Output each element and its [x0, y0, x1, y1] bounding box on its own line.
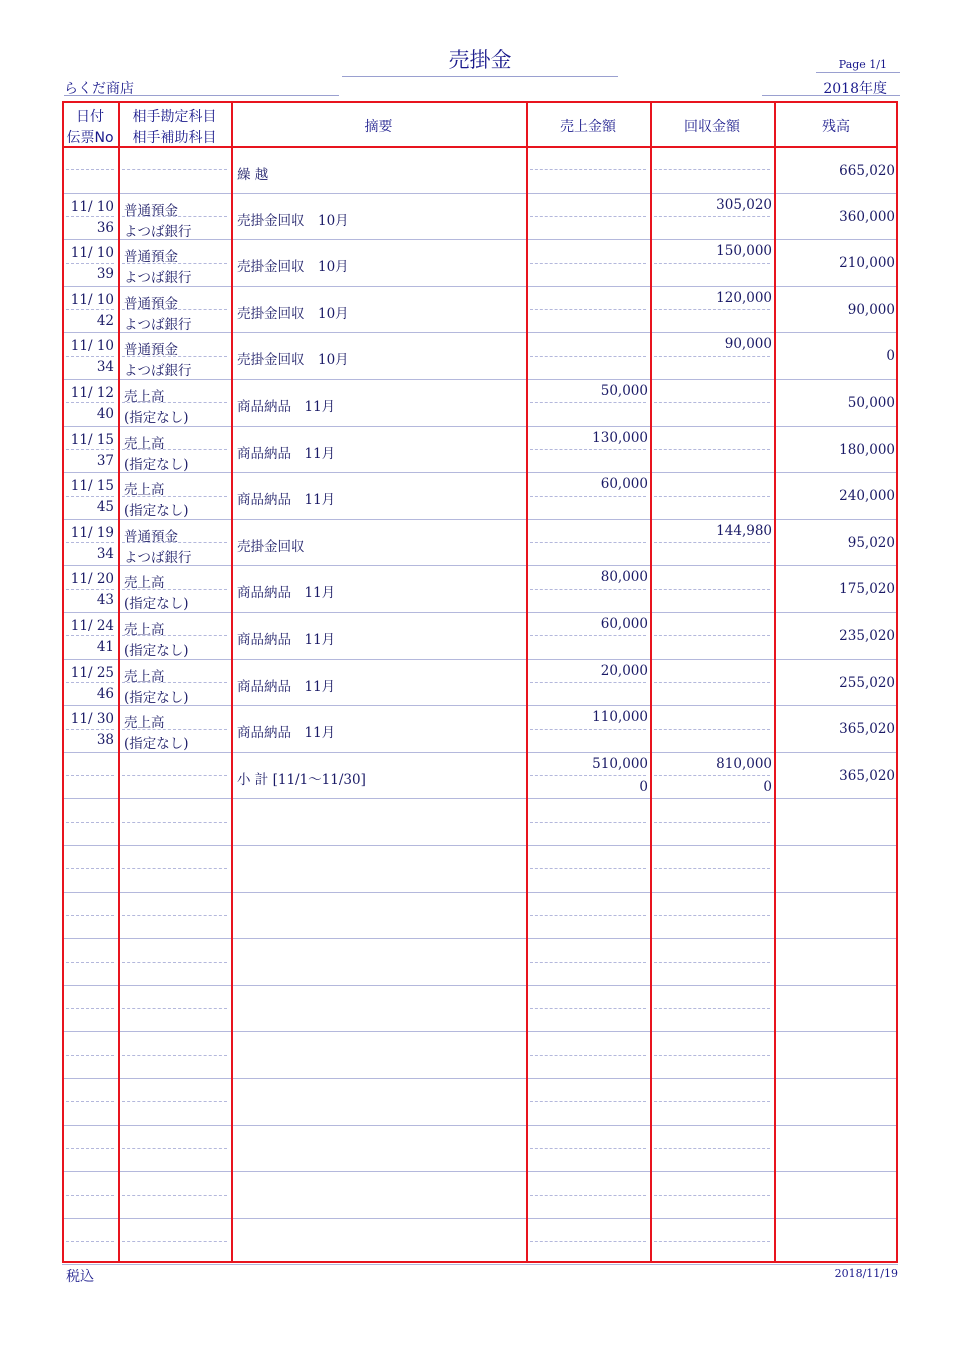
dashed-guide [66, 169, 114, 170]
row-divider [62, 1264, 898, 1265]
row-sales: 60,000 [600, 616, 648, 632]
row-account: 売上高 [124, 668, 165, 685]
ledger-title: 売掛金 [342, 44, 618, 77]
divider [64, 95, 339, 96]
row-date: 11/ 25 [70, 664, 114, 681]
column-divider [231, 101, 233, 1263]
dashed-guide [530, 449, 646, 450]
dashed-guide [530, 402, 646, 403]
row-sub-account: (指定なし) [124, 456, 189, 473]
subtotal-sales-2: 0 [639, 779, 648, 795]
row-date: 11/ 19 [70, 524, 114, 541]
row-divider [62, 193, 898, 194]
row-sub-account: (指定なし) [124, 410, 189, 426]
row-divider [62, 1078, 898, 1079]
row-balance: 95,020 [847, 534, 895, 551]
dashed-guide [122, 169, 227, 170]
row-divider [62, 938, 898, 939]
row-balance: 360,000 [839, 208, 895, 225]
dashed-guide [654, 1195, 770, 1196]
row-slip-no: 41 [96, 639, 114, 655]
header-slip-no: 伝票No [66, 130, 114, 146]
row-account: 売上高 [124, 435, 165, 452]
column-divider [526, 101, 528, 1263]
row-balance: 175,020 [839, 581, 895, 598]
row-slip-no: 34 [96, 359, 114, 376]
dashed-guide [654, 682, 770, 683]
row-collected: 150,000 [716, 243, 772, 260]
row-sub-account: よつば銀行 [124, 270, 192, 287]
row-divider [62, 892, 898, 893]
carry-over-label: 繰 越 [237, 167, 269, 183]
row-slip-no: 40 [96, 406, 114, 422]
shop-name: らくだ商店 [64, 81, 134, 97]
row-description: 商品納品 11月 [237, 725, 336, 742]
dashed-guide [654, 496, 770, 497]
subtotal-label: 小 計 [11/1～11/30] [237, 772, 366, 788]
row-slip-no: 38 [96, 732, 114, 749]
row-description: 売掛金回収 10月 [237, 212, 349, 229]
column-divider [896, 101, 898, 1263]
dashed-guide [654, 542, 770, 543]
row-divider [62, 1218, 898, 1219]
dashed-guide [122, 1195, 227, 1196]
row-account: 普通預金 [124, 342, 178, 359]
page-number: Page 1/1 [838, 58, 887, 71]
dashed-guide [530, 1195, 646, 1196]
dashed-guide [530, 635, 646, 636]
row-divider [62, 1125, 898, 1126]
dashed-guide [530, 962, 646, 963]
dashed-guide [530, 263, 646, 264]
dashed-guide [530, 729, 646, 730]
row-description: 商品納品 11月 [237, 585, 336, 602]
dashed-guide [654, 1055, 770, 1056]
row-account: 普通預金 [124, 202, 178, 219]
row-description: 商品納品 11月 [237, 399, 336, 415]
row-slip-no: 34 [96, 545, 114, 562]
dashed-guide [66, 682, 114, 683]
row-sales: 110,000 [592, 709, 648, 726]
subtotal-sales: 510,000 [592, 756, 648, 772]
dashed-guide [530, 356, 646, 357]
row-sub-account: よつば銀行 [124, 223, 192, 240]
dashed-guide [654, 1148, 770, 1149]
row-date: 11/ 10 [70, 245, 114, 262]
row-sub-account: よつば銀行 [124, 363, 192, 380]
dashed-guide [654, 402, 770, 403]
row-slip-no: 46 [96, 685, 114, 702]
dashed-guide [66, 402, 114, 403]
dashed-guide [122, 1008, 227, 1009]
row-balance: 180,000 [839, 441, 895, 458]
row-sales: 50,000 [600, 383, 648, 399]
row-balance: 255,020 [839, 674, 895, 691]
row-account: 普通預金 [124, 249, 178, 266]
dashed-guide [530, 1241, 646, 1242]
row-divider [62, 798, 898, 799]
header-sales: 売上金額 [560, 119, 616, 135]
dashed-guide [530, 542, 646, 543]
dashed-guide [654, 915, 770, 916]
dashed-guide [530, 775, 646, 776]
dashed-guide [530, 682, 646, 683]
row-account: 普通預金 [124, 295, 178, 312]
row-collected: 144,980 [716, 522, 772, 539]
dashed-guide [66, 1195, 114, 1196]
dashed-guide [530, 915, 646, 916]
row-date: 11/ 24 [70, 618, 114, 634]
row-date: 11/ 30 [70, 711, 114, 728]
dashed-guide [66, 729, 114, 730]
row-slip-no: 45 [96, 499, 114, 516]
dashed-guide [66, 216, 114, 217]
dashed-guide [66, 449, 114, 450]
row-sub-account: (指定なし) [124, 736, 189, 753]
dashed-guide [654, 1101, 770, 1102]
ledger-table [62, 101, 898, 1263]
row-balance: 235,020 [839, 628, 895, 644]
row-account: 売上高 [124, 389, 165, 405]
dashed-guide [122, 822, 227, 823]
header-balance: 残高 [822, 119, 850, 135]
row-balance: 50,000 [847, 395, 895, 411]
dashed-guide [654, 962, 770, 963]
dashed-guide [122, 1148, 227, 1149]
row-sub-account: (指定なし) [124, 643, 189, 659]
dashed-guide [654, 449, 770, 450]
header-collected: 回収金額 [684, 119, 740, 135]
row-account: 売上高 [124, 482, 165, 499]
row-sales: 130,000 [592, 429, 648, 446]
dashed-guide [122, 868, 227, 869]
row-account: 売上高 [124, 715, 165, 732]
row-description: 商品納品 11月 [237, 678, 336, 695]
header-account: 相手勘定科目 [132, 109, 217, 125]
dashed-guide [530, 1101, 646, 1102]
row-sales: 20,000 [600, 662, 648, 679]
dashed-guide [654, 216, 770, 217]
row-divider [62, 1171, 898, 1172]
row-divider [62, 1031, 898, 1032]
dashed-guide [66, 1101, 114, 1102]
table-bottom-border [62, 1261, 898, 1263]
row-slip-no: 42 [96, 312, 114, 329]
dashed-guide [66, 356, 114, 357]
row-sub-account: (指定なし) [124, 596, 189, 613]
dashed-guide [66, 1008, 114, 1009]
divider [762, 95, 900, 96]
row-description: 商品納品 11月 [237, 492, 336, 509]
row-divider [62, 985, 898, 986]
row-date: 11/ 10 [70, 198, 114, 215]
column-divider [650, 101, 652, 1263]
row-sub-account: よつば銀行 [124, 549, 192, 566]
dashed-guide [654, 309, 770, 310]
dashed-guide [66, 868, 114, 869]
dashed-guide [654, 356, 770, 357]
dashed-guide [654, 1008, 770, 1009]
dashed-guide [530, 822, 646, 823]
dashed-guide [654, 822, 770, 823]
dashed-guide [66, 496, 114, 497]
row-account: 売上高 [124, 622, 165, 638]
dashed-guide [66, 542, 114, 543]
dashed-guide [66, 263, 114, 264]
row-date: 11/ 10 [70, 291, 114, 308]
dashed-guide [66, 1241, 114, 1242]
dashed-guide [530, 1148, 646, 1149]
dashed-guide [530, 309, 646, 310]
subtotal-collected: 810,000 [716, 756, 772, 772]
row-sub-account: よつば銀行 [124, 316, 192, 333]
dashed-guide [530, 589, 646, 590]
dashed-guide [654, 169, 770, 170]
dashed-guide [66, 1148, 114, 1149]
column-divider [118, 101, 120, 1263]
row-collected: 120,000 [716, 289, 772, 306]
dashed-guide [654, 775, 770, 776]
table-top-border [62, 101, 898, 103]
divider [816, 72, 900, 73]
dashed-guide [66, 589, 114, 590]
print-date: 2018/11/19 [834, 1267, 898, 1280]
dashed-guide [122, 962, 227, 963]
row-slip-no: 39 [96, 266, 114, 283]
dashed-guide [66, 822, 114, 823]
dashed-guide [654, 635, 770, 636]
dashed-guide [530, 496, 646, 497]
row-sales: 60,000 [600, 476, 648, 493]
row-divider [62, 845, 898, 846]
row-sub-account: (指定なし) [124, 503, 189, 520]
dashed-guide [530, 216, 646, 217]
row-description: 商品納品 11月 [237, 632, 336, 648]
dashed-guide [66, 962, 114, 963]
row-collected: 90,000 [724, 336, 772, 353]
dashed-guide [530, 1055, 646, 1056]
row-balance: 90,000 [847, 301, 895, 318]
dashed-guide [122, 1241, 227, 1242]
row-description: 売掛金回収 10月 [237, 305, 349, 322]
dashed-guide [66, 309, 114, 310]
dashed-guide [654, 868, 770, 869]
row-description: 売掛金回収 10月 [237, 259, 349, 276]
carry-over-balance: 665,020 [839, 163, 895, 179]
tax-included-label: 税込 [66, 1269, 94, 1285]
subtotal-collected-2: 0 [763, 779, 772, 795]
row-collected: 305,020 [716, 196, 772, 213]
row-date: 11/ 20 [70, 571, 114, 588]
row-description: 商品納品 11月 [237, 445, 336, 462]
row-sales: 80,000 [600, 569, 648, 586]
row-account: 普通預金 [124, 528, 178, 545]
row-date: 11/ 12 [70, 385, 114, 401]
dashed-guide [66, 775, 114, 776]
dashed-guide [122, 775, 227, 776]
header-description: 摘要 [364, 119, 393, 135]
row-balance: 365,020 [839, 721, 895, 738]
row-description: 売掛金回収 10月 [237, 352, 349, 369]
row-sub-account: (指定なし) [124, 689, 189, 706]
dashed-guide [122, 915, 227, 916]
row-account: 売上高 [124, 575, 165, 592]
row-date: 11/ 15 [70, 431, 114, 448]
fiscal-year: 2018年度 [823, 81, 887, 97]
dashed-guide [530, 868, 646, 869]
dashed-guide [66, 635, 114, 636]
header-bottom-border [62, 146, 898, 148]
subtotal-balance: 365,020 [839, 768, 895, 784]
dashed-guide [66, 1055, 114, 1056]
row-slip-no: 43 [96, 592, 114, 609]
dashed-guide [122, 1101, 227, 1102]
dashed-guide [654, 1241, 770, 1242]
dashed-guide [654, 729, 770, 730]
dashed-guide [530, 1008, 646, 1009]
header-date: 日付 [76, 109, 104, 125]
dashed-guide [654, 589, 770, 590]
row-slip-no: 37 [96, 452, 114, 469]
row-slip-no: 36 [96, 219, 114, 236]
dashed-guide [530, 169, 646, 170]
row-date: 11/ 10 [70, 338, 114, 355]
row-date: 11/ 15 [70, 478, 114, 495]
header-sub-account: 相手補助科目 [132, 130, 217, 146]
row-balance: 210,000 [839, 255, 895, 272]
dashed-guide [122, 1055, 227, 1056]
dashed-guide [66, 915, 114, 916]
row-description: 売掛金回収 [237, 538, 305, 555]
row-balance: 0 [886, 348, 895, 365]
dashed-guide [654, 263, 770, 264]
row-balance: 240,000 [839, 488, 895, 505]
